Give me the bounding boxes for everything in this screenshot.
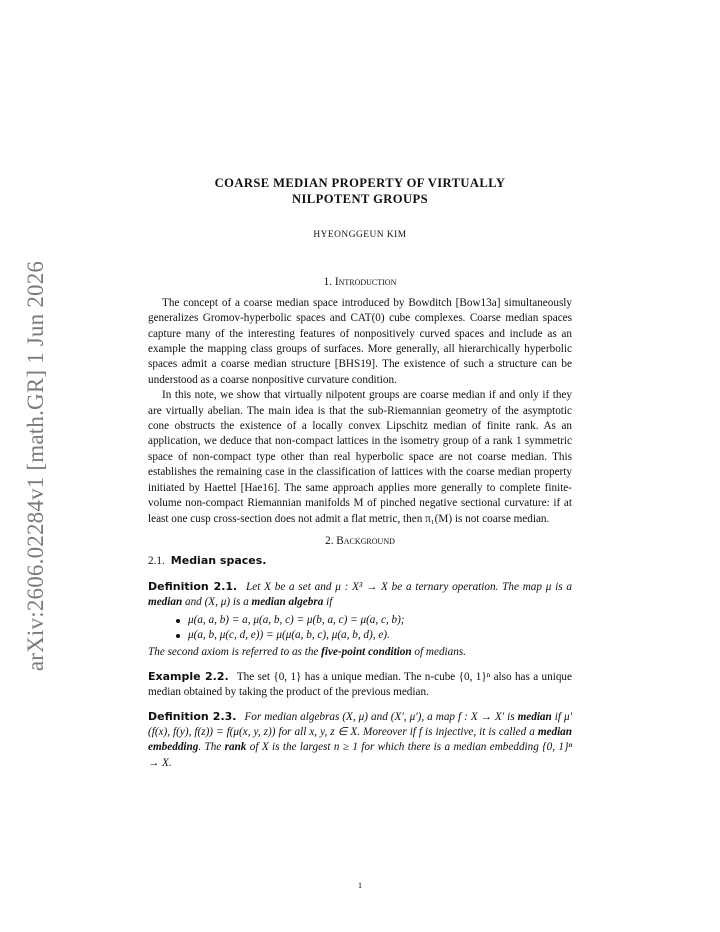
definition-text: if μ′(f(x), f(y), f(z)) = f(μ(x, y, z)) for all x, y, z ∈ X. Moreover if f is injective, it is called a <box>148 710 573 738</box>
paper-title-line-1: COARSE MEDIAN PROPERTY OF VIRTUALLY <box>214 176 506 190</box>
arxiv-identifier-stamp: arXiv:2606.02284v1 [math.GR] 1 Jun 2026 <box>23 260 48 672</box>
definition-2-1 <box>148 579 572 661</box>
definition-text: The second axiom is referred to as the <box>148 646 319 659</box>
example-text: The set {0, 1} has a unique median. The n-cube {0, 1}ⁿ also has a unique median obtained by taking the product of the previous median. <box>148 670 572 699</box>
intro-paragraph-2: In this note, we show that virtually nilpotent groups are coarse median if and only if they are virtually abelian. The main idea is that the sub-Riemannian geometry of the asymptotic cone obstructs the existence of a locally convex Lipschitz median of finite rank. As an application, we deduce that non-compact lattices in the isometry group of a rank 1 symmetric space of non-compact type other than real hyperbolic space are not coarse median. This establishes the remaining case in the classification of lattices with the coarse median property initiated by Haettel [Hae16]. The same approach applies more generally to complete finite-volume non-compact Riemannian manifolds M of pinched negative sectional curvature: if at least one cusp cross-section does not admit a flat metric, then π₁(M) is not coarse median. <box>148 389 572 525</box>
definition-term: five-point condition <box>321 646 412 659</box>
axiom-list <box>148 613 572 644</box>
definition-label: Definition 2.1. <box>148 579 238 593</box>
definition-2-3 <box>148 709 572 772</box>
definition-text: and (X, μ) is a <box>184 596 249 609</box>
definition-text: if <box>326 596 333 609</box>
definition-text: Let X be a set and μ : X³ → X be a ternary operation. The map μ is a <box>246 580 572 593</box>
page-content <box>148 175 572 779</box>
section-heading-introduction: 1. Introduction <box>323 276 397 289</box>
section-heading-background: 2. Background <box>325 534 395 547</box>
definition-text: of X is the largest n ≥ 1 for which there is a median embedding {0, 1}ⁿ → X. <box>148 741 573 769</box>
axiom-item: μ(a, a, b) = a, μ(a, b, c) = μ(b, a, c) = μ(a, c, b); <box>188 613 572 628</box>
definition-label: Definition 2.3. <box>148 709 237 723</box>
definition-term: median algebra <box>251 596 324 609</box>
paper-title-line-2: NILPOTENT GROUPS <box>292 192 428 206</box>
axiom-item: μ(a, b, μ(c, d, e)) = μ(μ(a, b, c), μ(a, b, d), e). <box>188 628 572 643</box>
paper-title <box>148 175 572 207</box>
definition-term: median <box>148 596 183 609</box>
subsection-heading <box>148 553 572 569</box>
page-number: 1 <box>357 880 363 890</box>
subsection-title: Median spaces. <box>170 554 267 568</box>
author-name: HYEONGGEUN KIM <box>313 230 407 240</box>
example-label: Example 2.2. <box>148 669 229 683</box>
definition-term: median embedding <box>148 725 572 754</box>
subsection-number: 2.1. <box>148 555 165 568</box>
intro-paragraph-1: The concept of a coarse median space introduced by Bowditch [Bow13a] simultaneously generalizes Gromov-hyperbolic spaces and CAT(0) cube complexes. Coarse median spaces capture many of the interesting features of nonpositively curved spaces and include as an example the mapping class groups of surfaces. More generally, all hierarchically hyperbolic spaces admit a coarse median structure [BHS19]. The existence of such a structure can be understood as a coarse nonpositive curvature condition. <box>148 296 572 386</box>
definition-term: rank <box>224 741 247 754</box>
definition-term: median <box>517 710 552 723</box>
definition-text: . The <box>198 741 222 754</box>
example-2-2 <box>148 669 572 701</box>
definition-text: For median algebras (X, μ) and (X′, μ′), a map f : X → X′ is <box>244 710 515 723</box>
definition-text: of medians. <box>414 646 466 659</box>
